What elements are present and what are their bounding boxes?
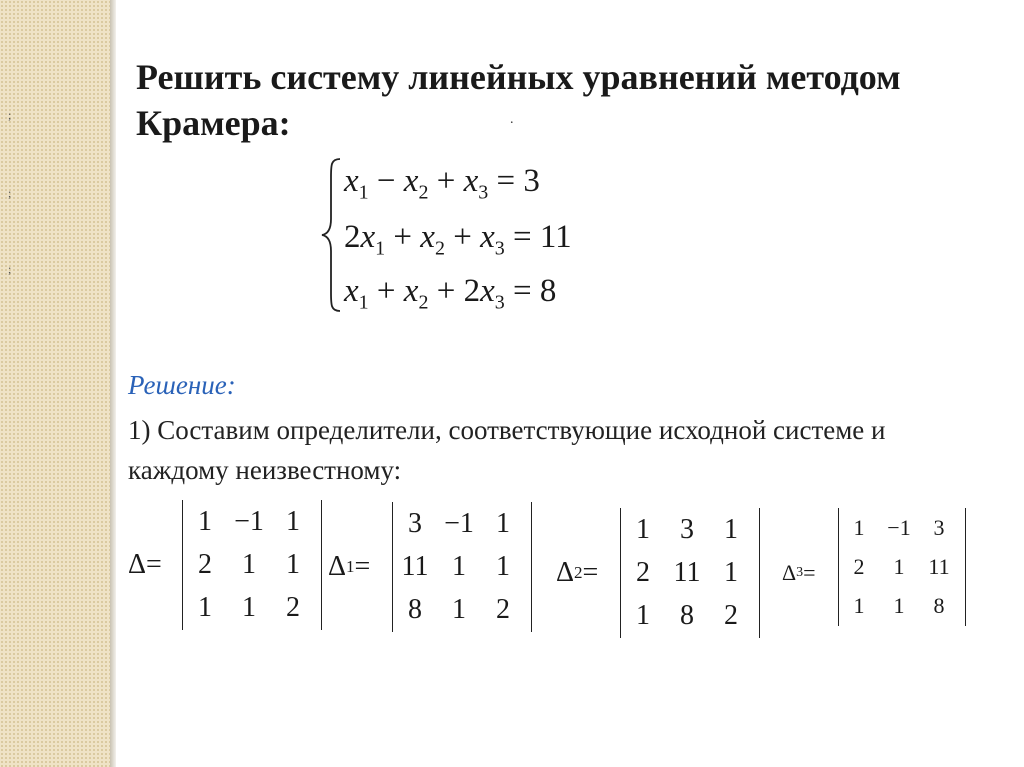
coefficient: 2: [344, 219, 361, 255]
variable: x: [403, 273, 419, 309]
matrix-entry: 1: [893, 554, 905, 579]
equals-sign: =: [354, 551, 371, 582]
variable: x: [420, 219, 435, 255]
operator: +: [368, 273, 404, 309]
equals-sign: =: [146, 549, 162, 580]
variable: x: [403, 163, 419, 199]
variable-index: 2: [434, 237, 445, 260]
delta-symbol: Δ: [782, 560, 797, 585]
matrix-entry: 1: [724, 557, 738, 588]
determinant-delta-2: [556, 508, 746, 638]
operator: +: [444, 219, 481, 255]
determinant-delta-3: [782, 508, 962, 626]
matrix-entry: 1: [286, 549, 300, 580]
left-brace-icon: [320, 155, 342, 315]
side-mark: ;: [8, 186, 12, 200]
determinant-delta-1: [328, 502, 528, 632]
step-text: 1) Составим определители, соответствующие исходной системе и каждому неизвестному:: [128, 415, 886, 485]
matrix-entry: 1: [496, 507, 510, 539]
variable: x: [480, 273, 495, 309]
determinant-label: [556, 508, 598, 638]
equals-sign: =: [803, 560, 816, 585]
solution-label: Решение:: [128, 370, 236, 400]
variable: x: [463, 163, 479, 199]
variable-index: 2: [418, 291, 429, 314]
matrix-entry: −1: [887, 514, 911, 540]
stripe-shadow: [110, 0, 116, 767]
matrix-entry: −1: [444, 507, 474, 539]
matrix-entry: 2: [286, 592, 300, 624]
variable-index: 3: [494, 237, 505, 260]
equation-system: [320, 155, 600, 315]
right-hand-side: 11: [539, 219, 572, 255]
matrix-entry: 2: [636, 557, 650, 588]
equals-sign: =: [504, 219, 540, 255]
matrix-entry: 1: [724, 513, 738, 545]
determinant-bars: [392, 502, 532, 632]
matrix-entry: 1: [452, 594, 466, 626]
matrix-entry: 1: [853, 514, 865, 540]
matrix-entry: 1: [198, 592, 212, 624]
matrix-entry: 2: [496, 594, 510, 626]
matrix-entry: 3: [408, 507, 422, 539]
coefficient: 2: [463, 273, 481, 309]
delta-symbol: Δ: [328, 551, 347, 582]
delta-index: 3: [796, 565, 804, 580]
operator: +: [428, 273, 464, 309]
right-hand-side: 8: [539, 273, 557, 309]
matrix-entry: 1: [636, 513, 650, 545]
equation-row: [344, 161, 540, 213]
variable-index: 1: [358, 291, 369, 314]
matrix-entry: 2: [853, 554, 865, 579]
equation-row: [344, 217, 572, 269]
determinant-label: [782, 508, 816, 638]
variable: x: [344, 273, 359, 309]
matrix-entry: 11: [928, 554, 950, 579]
delta-index: 1: [346, 557, 355, 576]
variable-index: 1: [375, 237, 386, 260]
variable-index: 1: [358, 181, 369, 204]
matrix-entry: 8: [680, 600, 694, 632]
matrix-entry: 3: [933, 514, 945, 540]
operator: +: [385, 219, 421, 255]
matrix-entry: 8: [408, 594, 422, 626]
delta-index: 2: [574, 563, 583, 582]
matrix-entry: 11: [673, 557, 701, 588]
matrix-entry: 1: [452, 551, 466, 582]
matrix-entry: −1: [234, 505, 264, 537]
variable-index: 3: [494, 291, 505, 314]
determinant-bars: [182, 500, 322, 630]
side-mark: ;: [8, 108, 12, 122]
matrix-entry: 2: [724, 600, 738, 632]
equals-sign: =: [582, 557, 599, 588]
variable: x: [360, 219, 376, 255]
delta-symbol: Δ: [128, 549, 147, 580]
matrix-entry: 3: [680, 513, 694, 545]
operator: −: [368, 163, 404, 199]
variable-index: 3: [478, 181, 489, 204]
delta-symbol: Δ: [556, 557, 575, 588]
matrix-entry: 8: [933, 593, 945, 619]
variable: x: [344, 163, 359, 199]
equals-sign: =: [488, 163, 524, 199]
matrix-entry: 1: [242, 592, 256, 624]
right-hand-side: 3: [523, 163, 540, 199]
variable-index: 2: [418, 181, 429, 204]
matrix-entry: 1: [893, 593, 905, 619]
matrix-entry: 11: [401, 551, 429, 582]
matrix-entry: 2: [198, 549, 212, 580]
equation-row: [344, 271, 556, 323]
determinant-bars: [620, 508, 760, 638]
matrix-entry: 1: [636, 600, 650, 632]
equals-sign: =: [504, 273, 540, 309]
matrix-entry: 1: [286, 505, 300, 537]
determinant-bars: [838, 508, 966, 626]
slide-title: Решить систему линейных уравнений методом Крамера:: [136, 57, 901, 143]
matrix-entry: 1: [198, 505, 212, 537]
matrix-entry: 1: [242, 549, 256, 580]
side-mark: ;: [8, 262, 12, 276]
variable: x: [480, 219, 495, 255]
determinant-label: [128, 500, 162, 630]
stray-mark: .: [510, 112, 514, 127]
decorative-side-stripe: [0, 0, 110, 767]
determinant-label: [328, 502, 370, 632]
operator: +: [428, 163, 464, 199]
matrix-entry: 1: [496, 551, 510, 582]
determinant-delta: [128, 500, 308, 630]
matrix-entry: 1: [853, 593, 865, 619]
